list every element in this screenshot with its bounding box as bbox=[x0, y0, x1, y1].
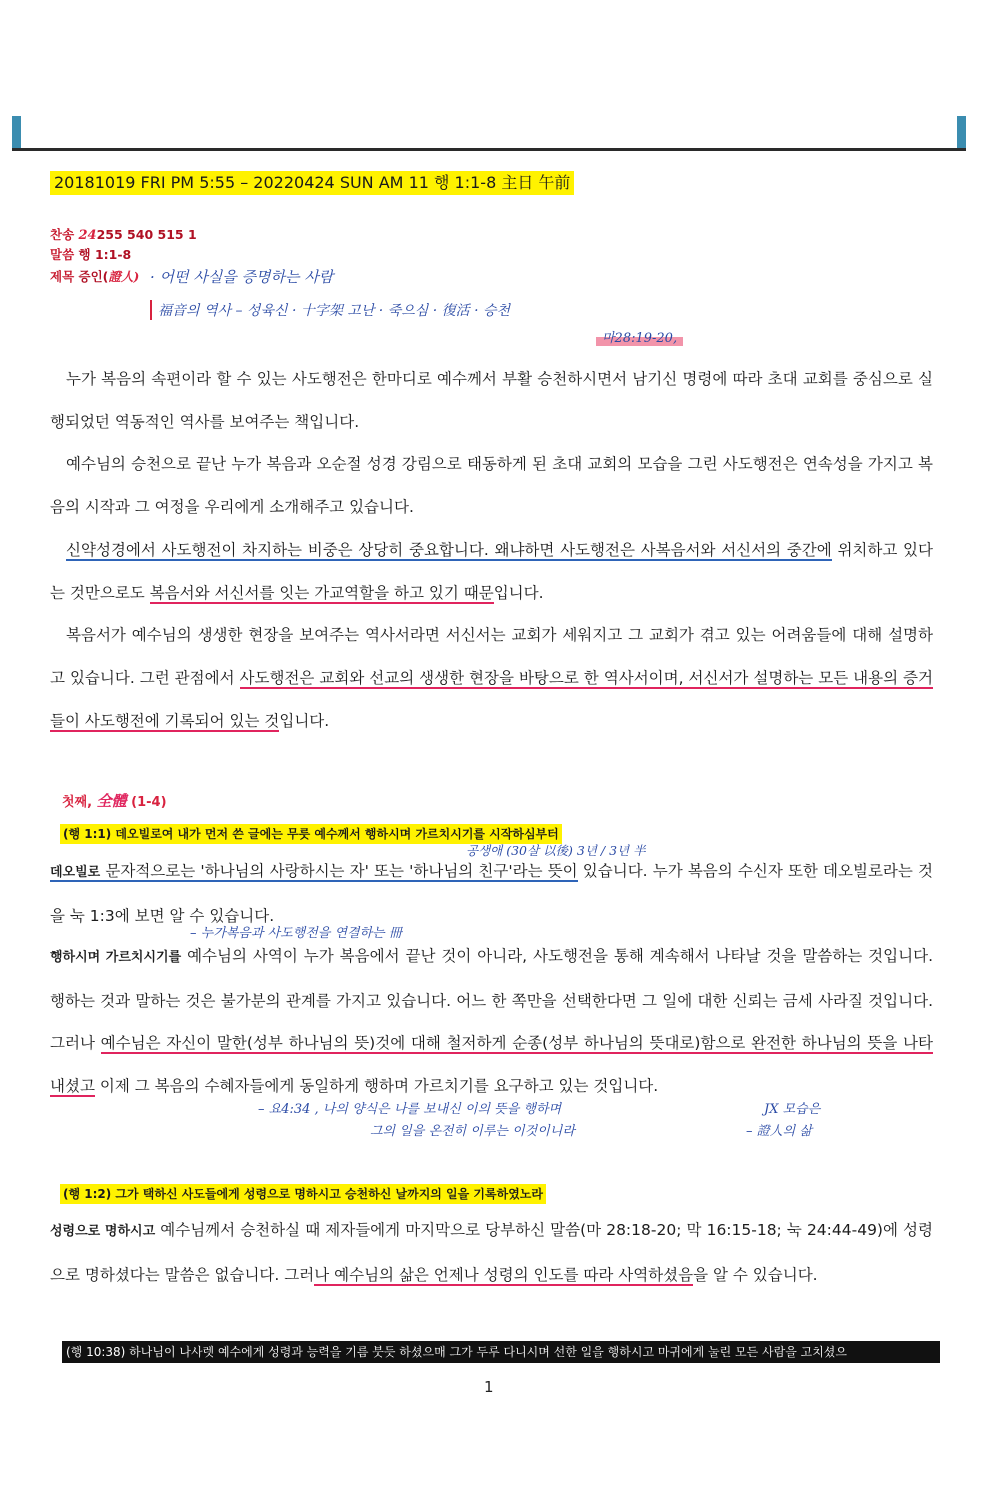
p5-rest: 있습니다. 누가 복음의 수신자 또한 데오빌로라는 것을 눅 1:3에 보면 알 수 있습니다. bbox=[50, 862, 933, 925]
handwritten-gospel-history: 福音의 역사 – 성육신 · 十字架 고난 · 죽으심 · 復活 · 승천 bbox=[150, 300, 510, 320]
paragraph-2: 예수님의 승천으로 끝난 누가 복음과 오순절 성경 강림으로 태동하게 된 초대 교회의 모습을 그린 사도행전은 연속성을 가지고 복음의 시작과 그 여정을 우리에게 소개해주고 있습니다. bbox=[50, 455, 933, 517]
verse-1-1: (행 1:1) 데오빌로여 내가 먼저 쓴 글에는 무릇 예수께서 행하시며 가르치시기를 시작하심부터 bbox=[60, 824, 562, 844]
section-heading bbox=[62, 790, 167, 811]
p3-mid: 위치하고 있다는 것만으로도 bbox=[50, 540, 933, 602]
page-header: 20181019 FRI PM 5:55 – 20220424 SUN AM 11 행 1:1-8 主日 午前 bbox=[50, 171, 574, 195]
title-value: 증인( bbox=[78, 269, 109, 284]
verse-10-38: (행 10:38) 하나님이 나사렛 예수에게 성령과 능력을 기름 붓듯 하셨으매 그가 두루 다니시며 선한 일을 행하시고 마귀에게 눌린 모든 사람을 고치셨으 bbox=[62, 1341, 940, 1363]
p7-body bbox=[50, 1209, 933, 1296]
p6-c: 이제 그 복음의 수혜자들에게 동일하게 행하며 가르치기를 요구하고 있는 것입니다. bbox=[94, 1077, 659, 1096]
handwritten-connection-note: – 누가복음과 사도행전을 연결하는 冊 bbox=[190, 926, 402, 941]
handwritten-definition: · 어떤 사실을 증명하는 사람 bbox=[150, 268, 334, 286]
p7-c: 을 알 수 있습니다. bbox=[693, 1265, 818, 1284]
p6-underlined: 예수님은 자신이 말한(성부 하나님의 뜻)것에 대해 철저하게 순종(성부 하나님의 뜻대로)함으로 완전한 하나님의 뜻을 나타내셨고 bbox=[50, 1034, 933, 1096]
handwritten-john-ref: – 요4:34 , 나의 양식은 나를 보내신 이의 뜻을 행하며 bbox=[258, 1102, 562, 1117]
hymn-line bbox=[50, 226, 197, 245]
left-accent-bar bbox=[12, 116, 21, 150]
paragraph-theophilus bbox=[50, 850, 933, 937]
top-rule bbox=[12, 148, 966, 151]
handwritten-reference bbox=[596, 327, 683, 346]
title-line bbox=[50, 268, 139, 286]
handwritten-ministry-note: 공생애 (30살 以後) 3년 / 3년 半 bbox=[466, 843, 646, 858]
reference-text: 마28:19-20, bbox=[596, 331, 683, 346]
paragraph-4 bbox=[50, 614, 933, 742]
paragraph-doing-teaching bbox=[50, 935, 933, 1108]
section-range: (1-4) bbox=[131, 795, 167, 810]
p7-a: 예수님께서 승천하실 때 제자들에게 마지막으로 당부하신 말씀(마 28:18-20; 막 16:15-18; 눅 24:44-49)에 성령으로 명하셨다는 말씀은 없습니다. 그러 bbox=[50, 1221, 933, 1284]
handwritten-john-ref-2: 그의 일을 온전히 이루는 이것이니라 bbox=[370, 1124, 575, 1139]
title-label: 제목 bbox=[50, 269, 75, 284]
p6-body bbox=[50, 935, 933, 1108]
hymn-hand: 24 bbox=[78, 228, 97, 243]
right-accent-bar bbox=[957, 116, 966, 150]
p5-body bbox=[50, 850, 933, 937]
p7-lead: 성령으로 명하시고 bbox=[50, 1224, 156, 1239]
paragraph-3 bbox=[50, 529, 933, 614]
p3-underlined-lead: 신약성경에서 사도행전이 차지하는 비중은 상당히 중요합니다. 왜냐하면 사도행전은 사복음서와 서신서의 중간에 bbox=[66, 540, 832, 559]
handwritten-jx-note: JX 모습은 bbox=[764, 1102, 821, 1117]
verse-1-2: (행 1:2) 그가 택하신 사도들에게 성령으로 명하시고 승천하신 날까지의 일을 기록하였노라 bbox=[60, 1184, 546, 1204]
hymn-label: 찬송 bbox=[50, 227, 75, 242]
word-label: 말씀 bbox=[50, 247, 75, 262]
p5-lead: 데오빌로 bbox=[50, 865, 101, 880]
section-label: 첫째, bbox=[62, 795, 93, 810]
word-value: 행 1:1-8 bbox=[78, 247, 132, 262]
intro-paragraphs bbox=[50, 358, 933, 742]
title-hand: 證人) bbox=[108, 269, 140, 284]
handwritten-witness-life: – 證人의 삶 bbox=[746, 1124, 812, 1139]
p4-lead: 복음서가 예수님의 생생한 현장을 보여주는 역사서라면 서신서는 교회가 세워지고 그 교회가 겪고 있는 어려움들에 대해 설명하고 있습니다. 그런 관점에서 bbox=[50, 626, 933, 687]
p3-underlined-bridge: 복음서와 서신서를 잇는 가교역할을 하고 있기 때문 bbox=[149, 583, 494, 602]
paragraph-holy-spirit bbox=[50, 1209, 933, 1296]
hymn-value: 255 540 515 1 bbox=[96, 227, 197, 242]
p6-a: 예수님의 사역이 누가 복음에서 끝난 것이 아니라, 사도행전을 통해 계속해서 나타날 것을 말씀하는 것입니다. 행하는 것과 말하는 것은 불가분의 관계를 가지고 있습니다. 어느 한 쪽만을 선택한다면 그 일에 대한 신뢰는 금세 사라질 것입니다. 그러나 bbox=[50, 947, 933, 1053]
paragraph-1: 누가 복음의 속편이라 할 수 있는 사도행전은 한마디로 예수께서 부활 승천하시면서 남기신 명령에 따라 초대 교회를 중심으로 실행되었던 역동적인 역사를 보여주는 책입니다. bbox=[50, 370, 933, 431]
word-line bbox=[50, 246, 131, 264]
p7-underlined: 나 예수님의 삶은 언제나 성령의 인도를 따라 사역하셨음 bbox=[314, 1265, 694, 1284]
p3-end: 입니다. bbox=[493, 583, 544, 602]
p4-end: 입니다. bbox=[279, 711, 330, 730]
section-hand: 全體 bbox=[96, 792, 127, 810]
p4-underlined: 사도행전은 교회와 선교의 생생한 현장을 바탕으로 한 역사서이며, 서신서가 설명하는 모든 내용의 증거들이 사도행전에 기록되어 있는 것 bbox=[50, 668, 934, 730]
p6-lead: 행하시며 가르치시기를 bbox=[50, 950, 182, 965]
p5-underlined: 문자적으로는 '하나님의 사랑하시는 자' 또는 '하나님의 친구'라는 뜻이 bbox=[100, 862, 578, 880]
page-number: 1 bbox=[484, 1378, 494, 1396]
